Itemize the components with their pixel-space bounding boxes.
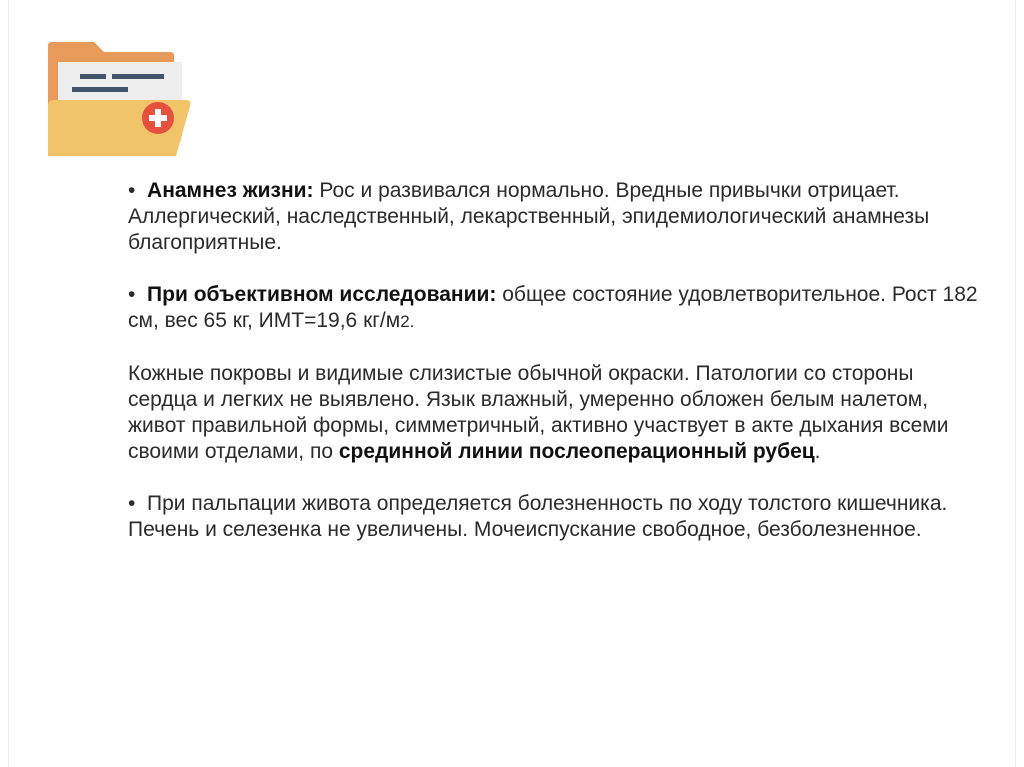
heading-objective-exam: При объективном исследовании:	[147, 283, 497, 306]
bullet: •	[128, 179, 136, 202]
skin-findings-tail: .	[814, 440, 821, 463]
bullet: •	[128, 283, 136, 306]
skin-findings-text: Кожные покровы и видимые слизистые обычной окраски. Патологии со стороны сердца и легких не выявлено. Язык влажный, умеренно обложен белым налетом, живот правильной формы, симметричный, активно участвует в акте дыхания всеми своими отделами, по	[128, 362, 949, 463]
bullet: •	[128, 492, 136, 515]
life-history-text: Рос и развивался нормально. Вредные привычки отрицает. Аллергический, наследственный, лекарственный, эпидемиологический анамнезы благоприятные.	[128, 179, 930, 254]
paragraph-skin-findings	[128, 361, 978, 465]
heading-life-history: Анамнез жизни:	[147, 179, 314, 202]
bmi-unit-suffix: 2.	[400, 312, 415, 331]
content-body	[128, 178, 978, 569]
paragraph-life-history	[128, 178, 978, 256]
medical-folder-icon	[46, 40, 196, 160]
paragraph-palpation	[128, 491, 978, 543]
objective-exam-text: общее состояние удовлетворительное. Рост 182 см, вес 65 кг, ИМТ=19,6 кг/м	[128, 283, 978, 332]
paragraph-objective-exam	[128, 282, 978, 335]
scar-note: срединной линии послеоперационный рубец	[338, 440, 815, 463]
palpation-text: При пальпации живота определяется болезненность по ходу толстого кишечника. Печень и селезенка не увеличены. Мочеиспускание свободное, безболезненное.	[128, 492, 948, 541]
